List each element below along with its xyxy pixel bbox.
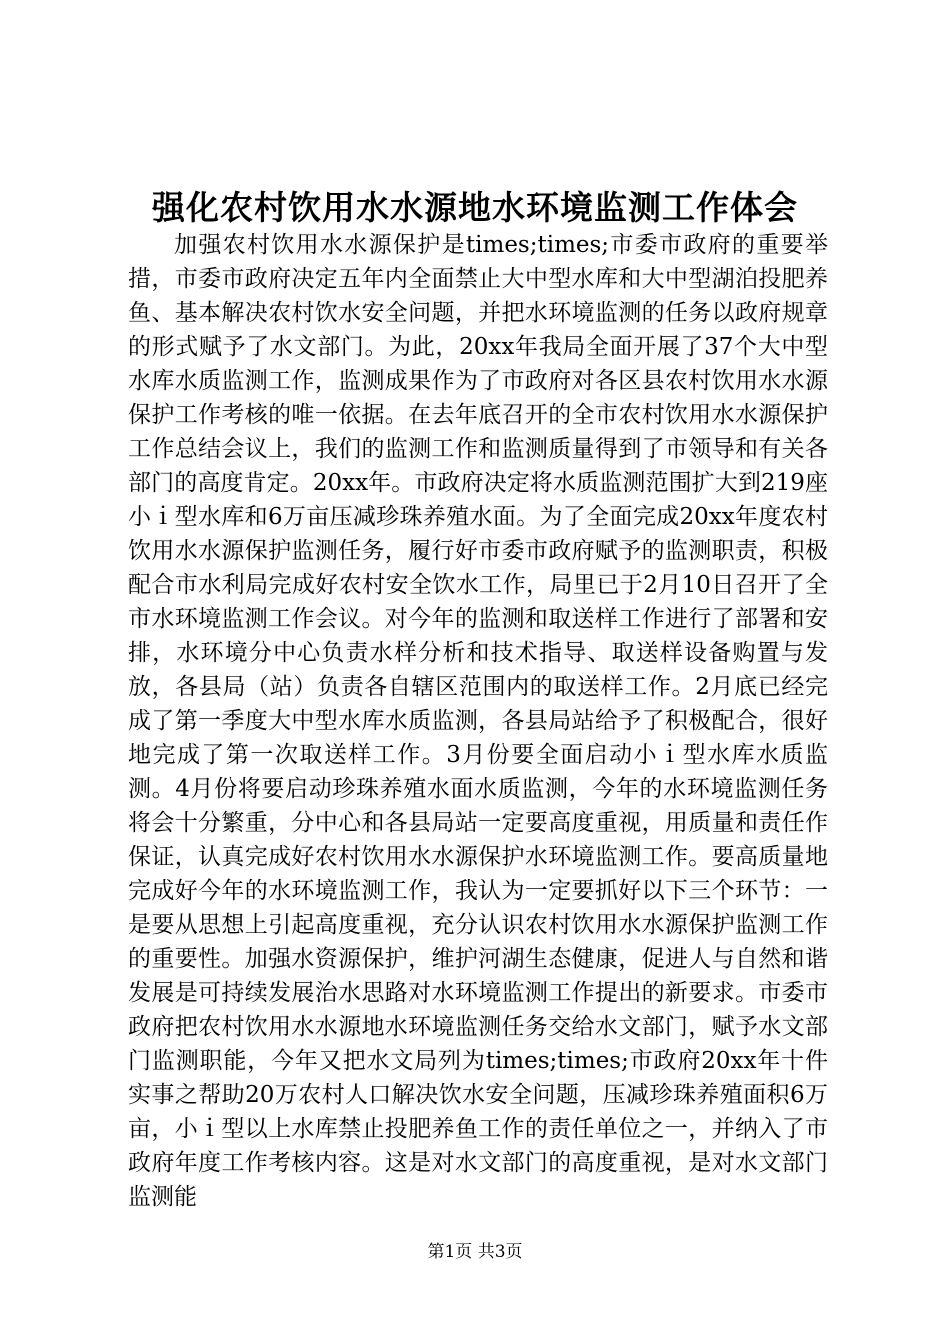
document-title: 强化农村饮用水水源地水环境监测工作体会 xyxy=(152,188,798,227)
body-paragraph: 加强农村饮用水水源保护是times;times;市委市政府的重要举措，市委市政府决定五年内全面禁止大中型水库和大中型湖泊投肥养鱼、基本解决农村饮水安全问题，并把水环境监测的任务以政府规章的形式赋予了水文部门。为此，20xx年我局全面开展了37个大中型水库水质监测工作，监测成果作为了市政府对各区县农村饮用水水源保护工作考核的唯一依据。在去年底召开的全市农村饮用水水源保护工作总结会议上，我们的监测工作和监测质量得到了市领导和有关各部门的高度肯定。20xx年。市政府决定将水质监测范围扩大到219座小ｉ型水库和6万亩压减珍珠养殖水面。为了全面完成20xx年度农村饮用水水源保护监测任务，履行好市委市政府赋予的监测职责，积极配合市水利局完成好农村安全饮水工作，局里已于2月10日召开了全市水环境监测工作会议。对今年的监测和取送样工作进行了部署和安排，水环境分中心负责水样分析和技术指导、取送样设备购置与发放，各县局（站）负责各自辖区范围内的取送样工作。2月底已经完成了第一季度大中型水库水质监测，各县局站给予了积极配合，很好地完成了第一次取送样工作。3月份要全面启动小ｉ型水库水质监测。4月份将要启动珍珠养殖水面水质监测，今年的水环境监测任务将会十分繁重，分中心和各县局站一定要高度重视，用质量和责任作保证，认真完成好农村饮用水水源保护水环境监测工作。要高质量地完成好今年的水环境监测工作，我认为一定要抓好以下三个环节：一是要从思想上引起高度重视，充分认识农村饮用水水源保护监测工作的重要性。加强水资源保护，维护河湖生态健康，促进人与自然和谐发展是可持续发展治水思路对水环境监测工作提出的新要求。市委市政府把农村饮用水水源地水环境监测任务交给水文部门，赋予水文部门监测职能，今年又把水文局列为times;times;市政府20xx年十件实事之帮助20万农村人口解决饮水安全问题，压减珍珠养殖面积6万亩，小ｉ型以上水库禁止投肥养鱼工作的责任单位之一，并纳入了市政府年度工作考核内容。这是对水文部门的高度重视，是对水文部门监测能 xyxy=(128,232,828,1210)
page-number-footer: 第1页 共3页 xyxy=(427,1242,523,1262)
